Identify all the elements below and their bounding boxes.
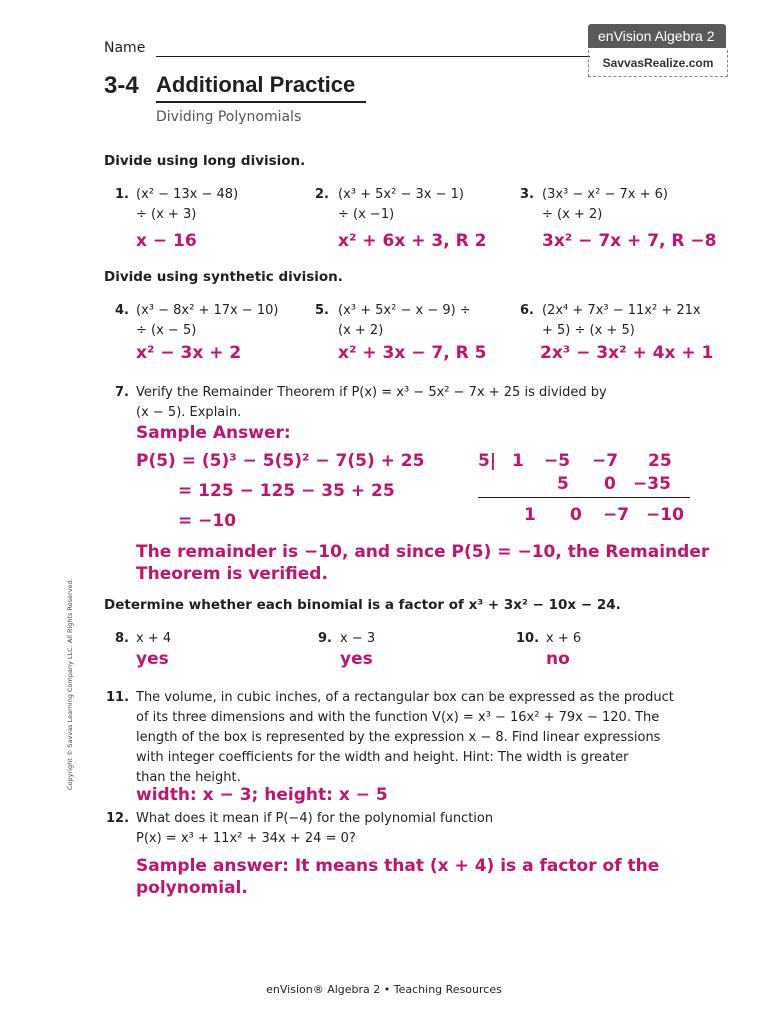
synthetic-cell: −10 xyxy=(646,505,684,525)
synthetic-rule xyxy=(478,497,690,498)
answer: x² + 6x + 3, R 2 xyxy=(338,231,487,251)
answer: yes xyxy=(340,649,373,669)
synthetic-cell: −7 xyxy=(603,505,630,525)
synthetic-cell: −5 xyxy=(544,451,571,471)
problem-number: 11. xyxy=(106,690,130,705)
problem-text: What does it mean if P(−4) for the polynomial function xyxy=(136,811,494,826)
envision-logo: enVision Algebra 2 xyxy=(588,24,726,48)
problem-text: + 5) ÷ (x + 5) xyxy=(542,323,635,338)
answer-work: P(5) = (5)³ − 5(5)² − 7(5) + 25 xyxy=(136,451,425,471)
problem-text: x + 4 xyxy=(136,631,172,646)
problem-number: 1. xyxy=(115,187,129,202)
section-synthetic-division: Divide using synthetic division. xyxy=(104,269,343,285)
problem-text: (2x⁴ + 7x³ − 11x² + 21x xyxy=(542,303,701,318)
problem-text: The volume, in cubic inches, of a rectangular box can be expressed as the product xyxy=(136,690,674,705)
answer: x − 16 xyxy=(136,231,197,251)
synthetic-cell: 1 xyxy=(512,451,524,471)
lesson-title: Additional Practice xyxy=(156,72,356,97)
problem-text: x + 6 xyxy=(546,631,582,646)
problem-text: (x − 5). Explain. xyxy=(136,405,242,420)
problem-text: ÷ (x − 5) xyxy=(136,323,197,338)
website-label: SavvasRealize.com xyxy=(588,50,728,77)
answer-heading: Sample Answer: xyxy=(136,423,291,443)
problem-number: 10. xyxy=(516,631,540,646)
problem-text: ÷ (x −1) xyxy=(338,207,395,222)
problem-text: x − 3 xyxy=(340,631,376,646)
problem-number: 12. xyxy=(106,811,130,826)
problem-text: P(x) = x³ + 11x² + 34x + 24 = 0? xyxy=(136,831,356,846)
answer-conclusion: Theorem is verified. xyxy=(136,564,328,584)
synthetic-cell: 0 xyxy=(570,505,582,525)
problem-number: 2. xyxy=(315,187,329,202)
copyright-notice: Copyright © Savvas Learning Company LLC. All Rights Reserved. xyxy=(66,578,74,790)
problem-text: (x³ − 8x² + 17x − 10) xyxy=(136,303,279,318)
problem-number: 8. xyxy=(115,631,129,646)
answer-conclusion: The remainder is −10, and since P(5) = −10, the Remainder xyxy=(136,542,710,562)
problem-text: (x³ + 5x² − 3x − 1) xyxy=(338,187,464,202)
answer: yes xyxy=(136,649,169,669)
problem-text: of its three dimensions and with the function V(x) = x³ − 16x² + 79x − 120. The xyxy=(136,710,660,725)
synthetic-cell: 1 xyxy=(524,505,536,525)
answer-work: = −10 xyxy=(178,511,237,531)
problem-text: length of the box is represented by the expression x − 8. Find linear expressions xyxy=(136,730,661,745)
answer: polynomial. xyxy=(136,878,248,898)
lesson-subtitle: Dividing Polynomials xyxy=(156,109,302,125)
problem-number: 4. xyxy=(115,303,129,318)
answer: Sample answer: It means that (x + 4) is a factor of the xyxy=(136,856,660,876)
problem-text: (x³ + 5x² − x − 9) ÷ xyxy=(338,303,471,318)
problem-number: 3. xyxy=(520,187,534,202)
synthetic-cell: −7 xyxy=(592,451,619,471)
answer-work: = 125 − 125 − 35 + 25 xyxy=(178,481,395,501)
section-long-division: Divide using long division. xyxy=(104,153,306,169)
title-rule xyxy=(156,101,366,103)
answer: x² − 3x + 2 xyxy=(136,343,242,363)
answer: x² + 3x − 7, R 5 xyxy=(338,343,487,363)
answer: width: x − 3; height: x − 5 xyxy=(136,785,388,805)
section-factor-check: Determine whether each binomial is a factor of x³ + 3x² − 10x − 24. xyxy=(104,597,621,613)
synthetic-cell: 25 xyxy=(648,451,672,471)
problem-text: Verify the Remainder Theorem if P(x) = x³ − 5x² − 7x + 25 is divided by xyxy=(136,385,607,400)
problem-text: (x + 2) xyxy=(338,323,384,338)
problem-number: 6. xyxy=(520,303,534,318)
synthetic-divisor: 5| xyxy=(478,451,497,471)
problem-text: ÷ (x + 2) xyxy=(542,207,603,222)
problem-text: (x² − 13x − 48) xyxy=(136,187,239,202)
problem-text: ÷ (x + 3) xyxy=(136,207,197,222)
problem-number: 7. xyxy=(115,385,129,400)
answer: 3x² − 7x + 7, R −8 xyxy=(542,231,717,251)
name-label: Name xyxy=(104,40,146,56)
answer: 2x³ − 3x² + 4x + 1 xyxy=(540,343,714,363)
synthetic-cell: 0 xyxy=(604,474,616,494)
problem-number: 5. xyxy=(315,303,329,318)
synthetic-cell: −35 xyxy=(633,474,671,494)
problem-text: with integer coefficients for the width and height. Hint: The width is greater xyxy=(136,750,629,765)
problem-text: than the height. xyxy=(136,770,241,785)
lesson-number: 3-4 xyxy=(104,72,139,99)
problem-text: (3x³ − x² − 7x + 6) xyxy=(542,187,668,202)
answer: no xyxy=(546,649,570,669)
synthetic-cell: 5 xyxy=(557,474,569,494)
problem-number: 9. xyxy=(318,631,332,646)
page-footer: enVision® Algebra 2 • Teaching Resources xyxy=(266,983,502,996)
name-line xyxy=(156,56,590,57)
